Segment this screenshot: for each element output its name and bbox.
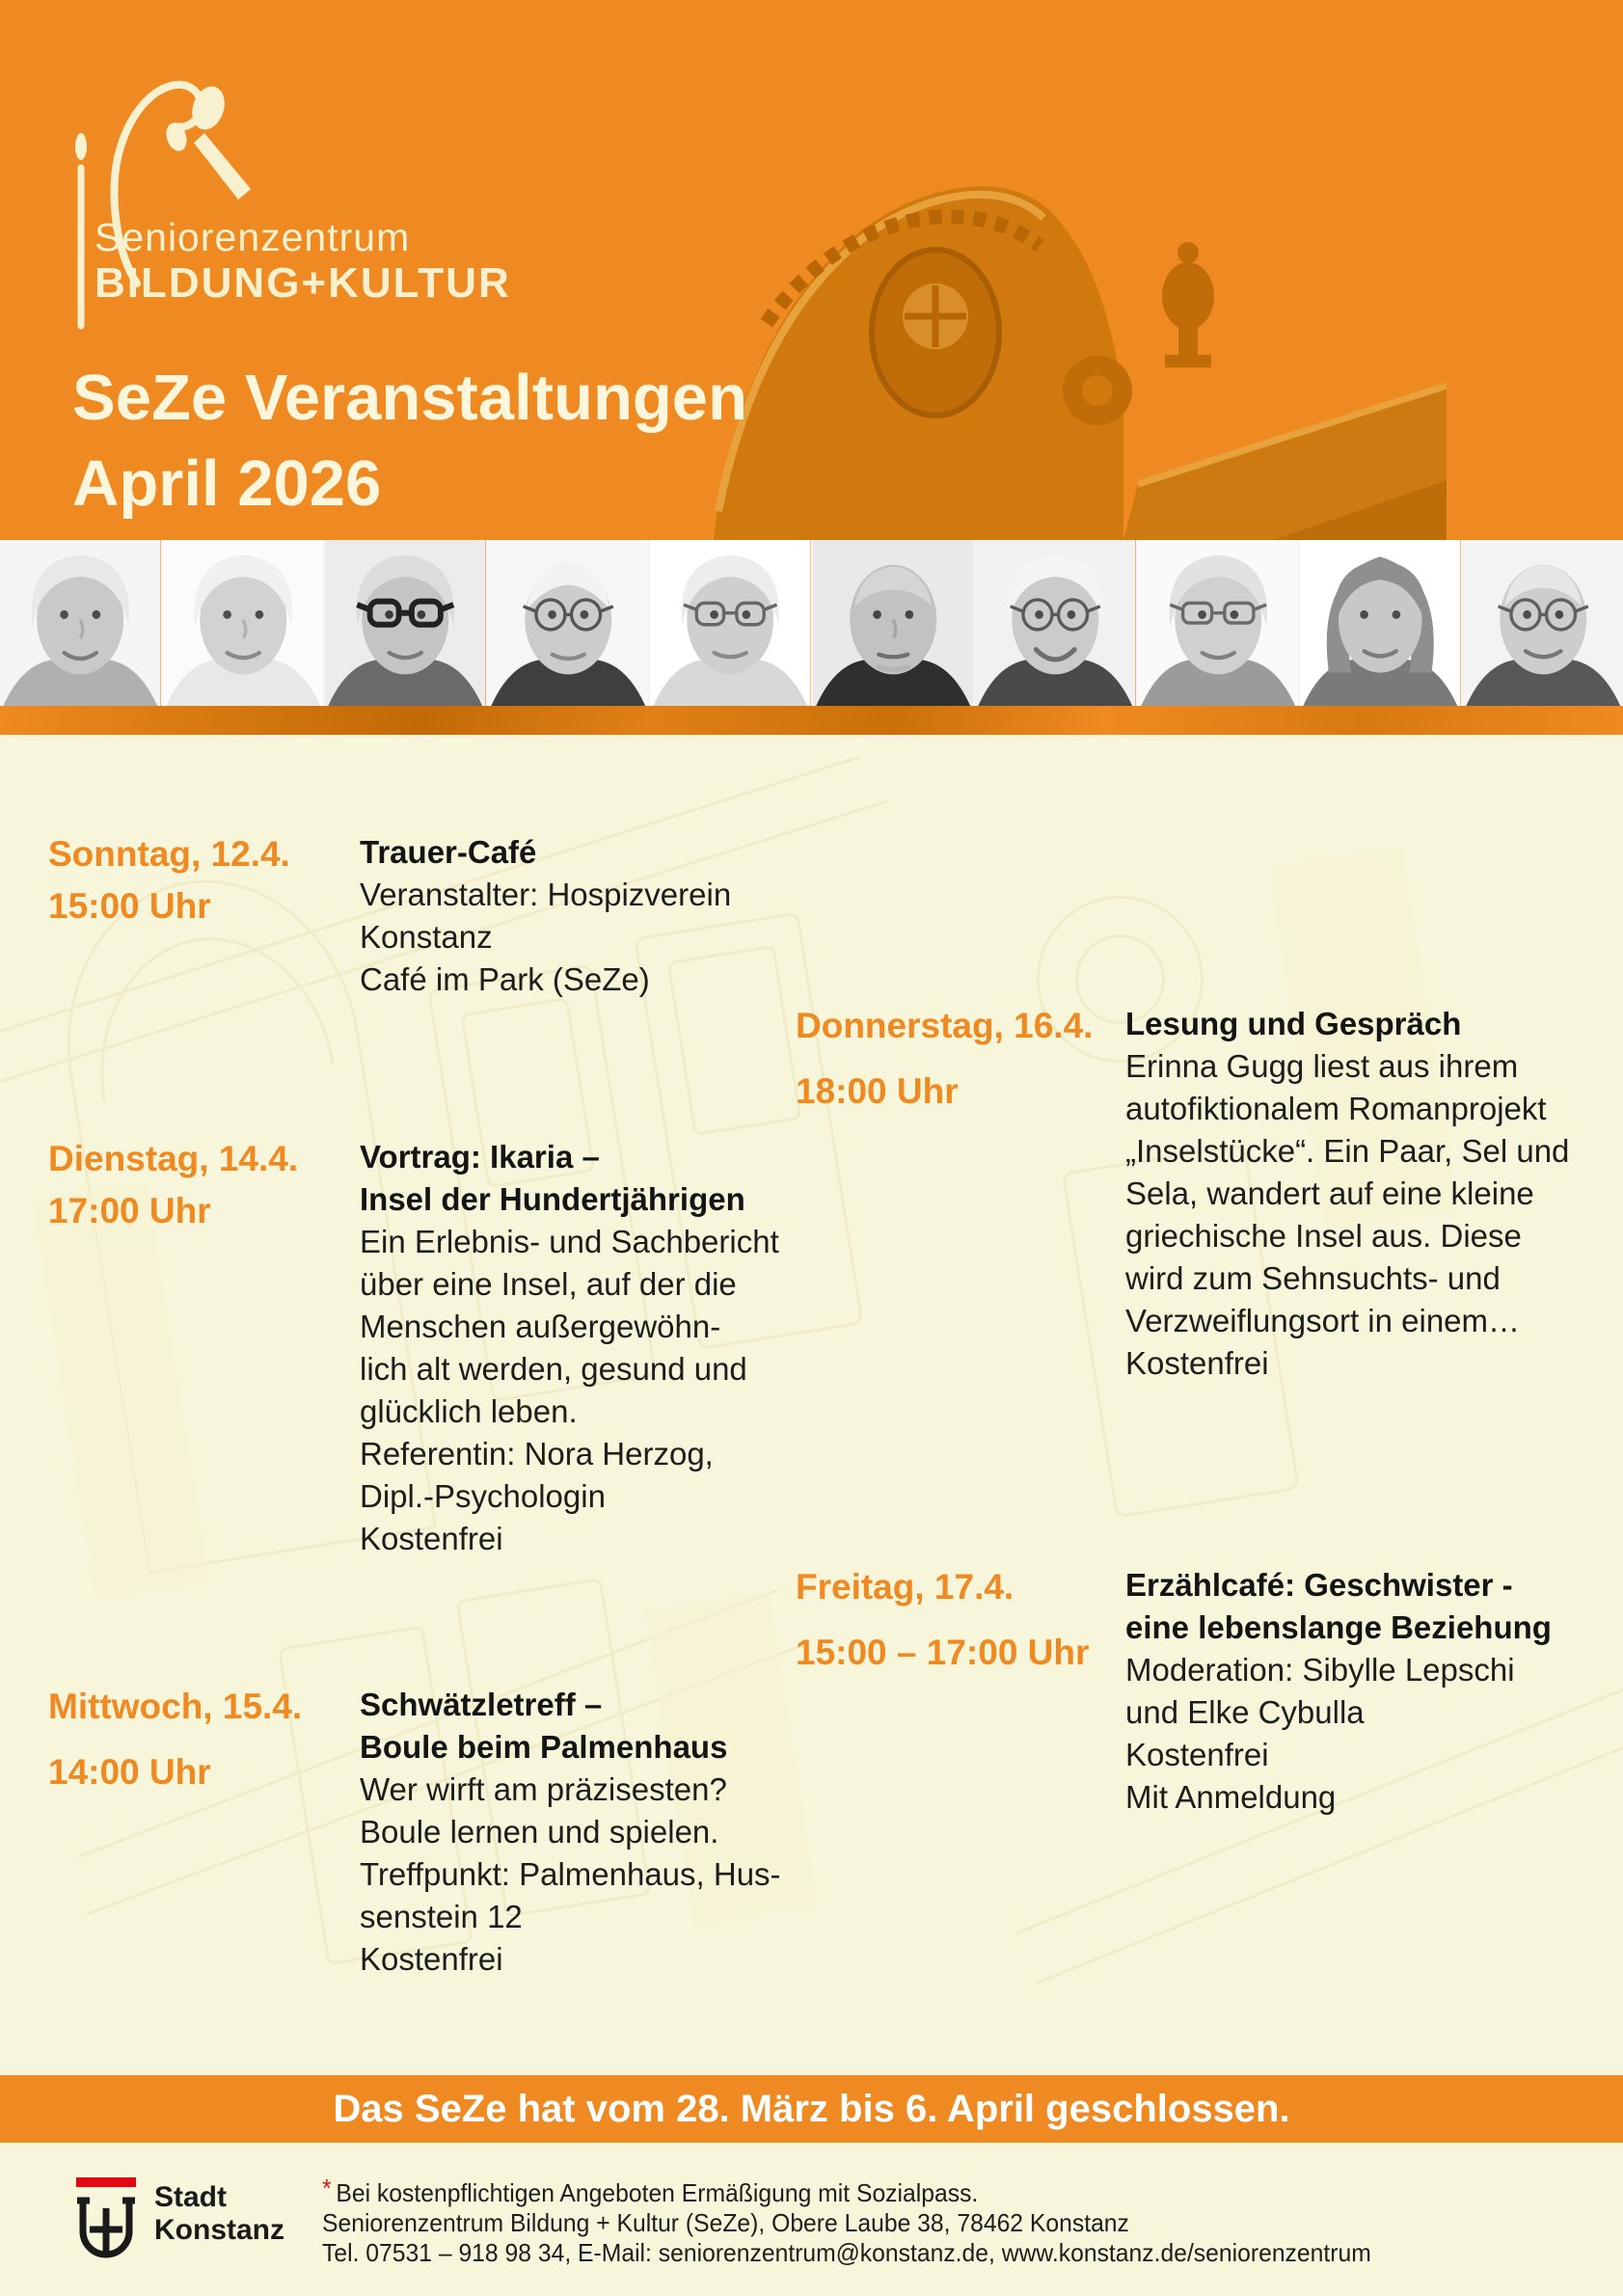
- stadt-label: Stadt: [154, 2181, 227, 2213]
- event-details: [1125, 1564, 1552, 1819]
- footer-contact: Tel. 07531 – 918 98 34, E-Mail: seniorenzentrum@konstanz.de, www.konstanz.de/seniorenzentrum: [322, 2238, 1371, 2267]
- page-title: [72, 355, 747, 527]
- senior-portrait-photo: [0, 540, 163, 706]
- event-text-line: Ein Erlebnis- und Sachbericht: [360, 1224, 779, 1259]
- senior-portrait-photo: [1138, 540, 1301, 706]
- senior-portrait-photo: [488, 540, 651, 706]
- event-text-line: Moderation: Sibylle Lepschi: [1125, 1652, 1515, 1688]
- event-title-line2: Boule beim Palmenhaus: [360, 1729, 728, 1765]
- event-date: Freitag, 17.4.: [796, 1567, 1014, 1607]
- event-time: 15:00 Uhr: [48, 886, 211, 926]
- event-text-line: glücklich leben.: [360, 1393, 578, 1429]
- event-date: Donnerstag, 16.4.: [796, 1006, 1094, 1045]
- event-text-line: „Inselstücke“. Ein Paar, Sel und: [1125, 1133, 1570, 1169]
- event-text-line: Veranstalter: Hospizverein: [360, 877, 732, 912]
- event-text-line: Erinna Gugg liest aus ihrem: [1125, 1048, 1519, 1084]
- page-title-line1: SeZe Veranstaltungen: [72, 362, 747, 434]
- event-text-line: senstein 12: [360, 1899, 523, 1934]
- event-title: Vortrag: Ikaria –: [360, 1139, 600, 1175]
- senior-portrait-photo: [975, 540, 1138, 706]
- stadt-konstanz-wordmark: [154, 2181, 284, 2247]
- event-date-time: [796, 1007, 1093, 1111]
- event-title-line2: Insel der Hundertjährigen: [360, 1181, 745, 1217]
- event-text-line: autofiktionalem Romanprojekt: [1125, 1091, 1547, 1126]
- logo-text-seniorenzentrum: Seniorenzentrum: [95, 215, 411, 259]
- senior-portrait-photo: [813, 540, 976, 706]
- event-text-line: Kostenfrei: [1125, 1345, 1269, 1381]
- senior-portrait-photo: [650, 540, 813, 706]
- footer-notes: [322, 2174, 1371, 2268]
- event-text-line: Verzweiflungsort in einem…: [1125, 1303, 1521, 1338]
- event-details: [1125, 1003, 1569, 1385]
- event-text-line: griechische Insel aus. Diese: [1125, 1218, 1522, 1254]
- closure-banner: Das SeZe hat vom 28. März bis 6. April geschlossen.: [0, 2075, 1623, 2143]
- event-title-line2: eine lebenslange Beziehung: [1125, 1609, 1552, 1645]
- event-text-line: Kostenfrei: [1125, 1737, 1269, 1772]
- event-text-line: Boule lernen und spielen.: [360, 1814, 719, 1850]
- event-title: Schwätzletreff –: [360, 1687, 603, 1722]
- event-date-time: [796, 1568, 1089, 1672]
- event-text-line: über eine Insel, auf der die: [360, 1266, 737, 1302]
- event-date: Sonntag, 12.4.: [48, 834, 290, 874]
- event-text-line: Wer wirft am präzisesten?: [360, 1771, 727, 1807]
- page-title-line2: April 2026: [72, 447, 382, 520]
- senior-portrait-photo: [325, 540, 488, 706]
- event-text-line: und Elke Cybulla: [1125, 1694, 1365, 1730]
- event-text-line: Konstanz: [360, 919, 493, 955]
- event-text-line: Kostenfrei: [360, 1941, 503, 1977]
- event-date-time: [48, 835, 290, 926]
- konstanz-label: Konstanz: [154, 2214, 284, 2246]
- event-details: [360, 1136, 779, 1560]
- senior-portrait-photo: [1463, 540, 1623, 706]
- event-title: Erzählcafé: Geschwister -: [1125, 1567, 1513, 1603]
- event-text-line: Kostenfrei: [360, 1521, 503, 1556]
- event-text-line: Dipl.-Psychologin: [360, 1478, 606, 1514]
- header-banner: [0, 0, 1623, 540]
- event-text-line: wird zum Sehnsuchts- und: [1125, 1260, 1501, 1296]
- event-text-line: lich alt werden, gesund und: [360, 1351, 747, 1387]
- footer-address: Seniorenzentrum Bildung + Kultur (SeZe), Obere Laube 38, 78462 Konstanz: [322, 2208, 1129, 2237]
- event-title: Trauer-Café: [360, 834, 537, 870]
- event-date: Mittwoch, 15.4.: [48, 1687, 303, 1726]
- footnote-sozialpass: * Bei kostenpflichtigen Angeboten Ermäßigung mit Sozialpass.: [322, 2174, 979, 2207]
- event-text-line: Treffpunkt: Palmenhaus, Hus-: [360, 1856, 781, 1892]
- event-time: 14:00 Uhr: [48, 1752, 211, 1792]
- event-text-line: Mit Anmeldung: [1125, 1779, 1337, 1815]
- event-details: [360, 831, 731, 1001]
- footnote-asterisk: *: [322, 2174, 332, 2202]
- event-title: Lesung und Gespräch: [1125, 1006, 1462, 1041]
- event-text-line: Sela, wandert auf eine kleine: [1125, 1175, 1534, 1211]
- senior-portrait-photo: [1300, 540, 1463, 706]
- event-text-line: Menschen außergewöhn-: [360, 1309, 721, 1344]
- stadt-konstanz-crest-icon: [71, 2177, 141, 2272]
- event-text-line: Café im Park (SeZe): [360, 961, 650, 997]
- logo-text-bildung-kultur: BILDUNG+KULTUR: [95, 259, 511, 307]
- event-date: Dienstag, 14.4.: [48, 1139, 299, 1178]
- event-details: [360, 1684, 781, 1981]
- senior-portrait-photo: [163, 540, 326, 706]
- event-time: 17:00 Uhr: [48, 1191, 211, 1230]
- event-time: 18:00 Uhr: [796, 1071, 959, 1111]
- event-text-line: Referentin: Nora Herzog,: [360, 1436, 714, 1472]
- event-date-time: [48, 1688, 302, 1792]
- event-date-time: [48, 1140, 298, 1230]
- building-watermark: [0, 735, 1623, 2075]
- portrait-strip: [0, 540, 1623, 706]
- event-time: 15:00 – 17:00 Uhr: [796, 1633, 1090, 1672]
- orange-divider-band: [0, 706, 1623, 735]
